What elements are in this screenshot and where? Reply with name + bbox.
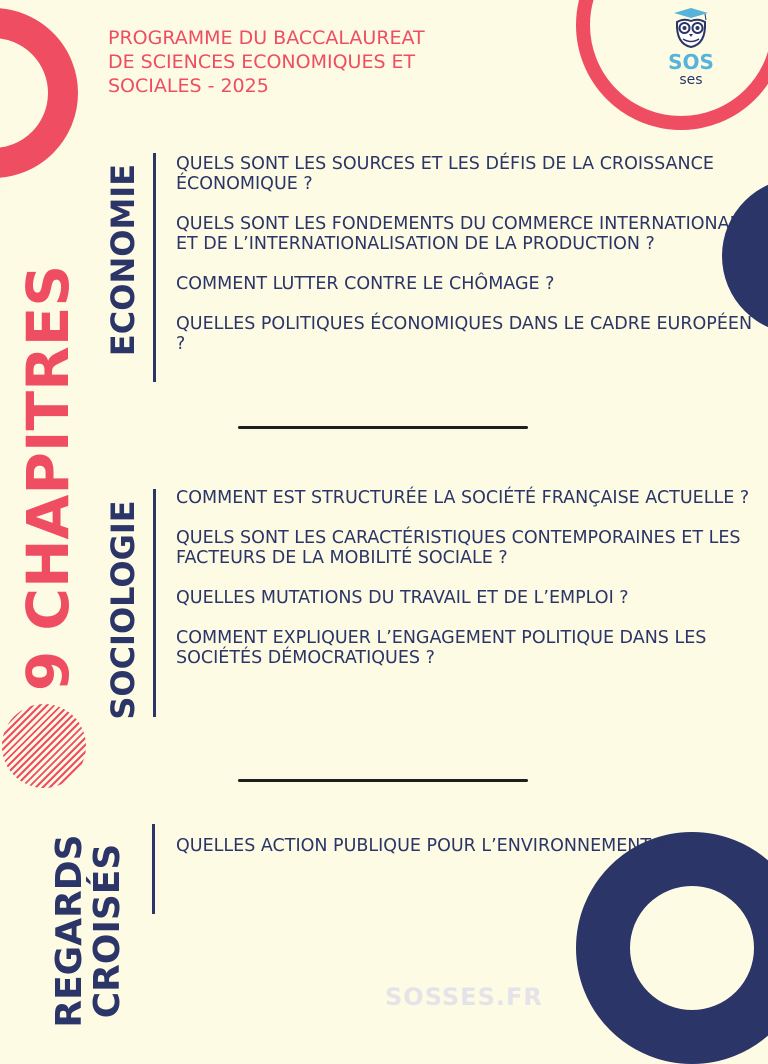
- section-title-line-1: REGARDS: [49, 834, 90, 1028]
- question-item: COMMENT EXPLIQUER L’ENGAGEMENT POLITIQUE DANS LES SOCIÉTÉS DÉMOCRATIQUES ?: [176, 628, 707, 668]
- section-title-economie: ECONOMIE: [104, 163, 142, 357]
- logo: [660, 6, 722, 88]
- header-line-2: DE SCIENCES ECONOMIQUES ET: [108, 51, 416, 73]
- question-item: COMMENT LUTTER CONTRE LE CHÔMAGE ?: [176, 274, 555, 294]
- header-line-1: PROGRAMME DU BACCALAUREAT: [108, 27, 425, 49]
- question-item: QUELLES ACTION PUBLIQUE POUR L’ENVIRONNEMENT ?: [176, 836, 666, 856]
- section-divider-regards-croises: [152, 824, 155, 914]
- question-list-economie: [176, 154, 761, 374]
- logo-text-ses: ses: [679, 72, 703, 88]
- question-list-regards-croises: [176, 836, 761, 876]
- question-item: QUELS SONT LES CARACTÉRISTIQUES CONTEMPORAINES ET LES FACTEURS DE LA MOBILITÉ SOCIALE ?: [176, 528, 741, 568]
- section-title-sociologie: SOCIOLOGIE: [104, 500, 142, 720]
- page-header: [108, 26, 538, 98]
- header-line-3: SOCIALES - 2025: [108, 75, 269, 97]
- question-item: COMMENT EST STRUCTURÉE LA SOCIÉTÉ FRANÇAISE ACTUELLE ?: [176, 488, 750, 508]
- owl-icon: [669, 6, 713, 50]
- question-list-sociologie: [176, 488, 761, 688]
- footer-website: SOSSES.FR: [385, 983, 543, 1011]
- logo-text-sos: SOS: [668, 50, 714, 74]
- section-title-line-2: CROISÉS: [87, 843, 128, 1019]
- question-item: QUELS SONT LES FONDEMENTS DU COMMERCE INTERNATIONAL ET DE L’INTERNATIONALISATION DE LA PRODUCTION ?: [176, 214, 740, 254]
- section-divider-economie: [153, 153, 156, 382]
- horizontal-separator: [238, 779, 528, 782]
- horizontal-separator: [238, 426, 528, 429]
- question-item: QUELS SONT LES SOURCES ET LES DÉFIS DE LA CROISSANCE ÉCONOMIQUE ?: [176, 154, 714, 194]
- question-item: QUELLES POLITIQUES ÉCONOMIQUES DANS LE CADRE EUROPÉEN ?: [176, 314, 753, 354]
- decorative-ring-top-left: [0, 8, 78, 178]
- section-divider-sociologie: [153, 489, 156, 717]
- section-title-regards-croises: [51, 831, 127, 1031]
- main-title: 9 CHAPITRES: [14, 264, 82, 692]
- question-item: QUELLES MUTATIONS DU TRAVAIL ET DE L’EMPLOI ?: [176, 588, 629, 608]
